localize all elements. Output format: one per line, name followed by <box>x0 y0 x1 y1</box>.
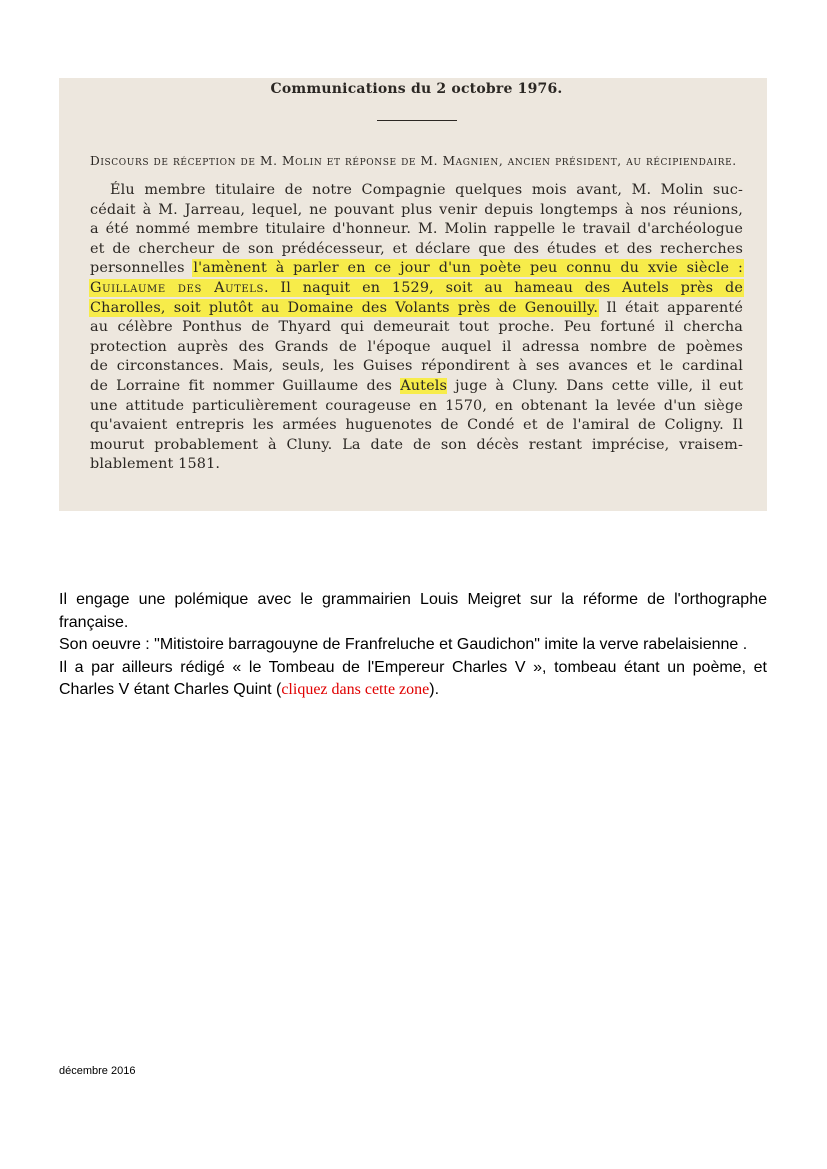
zone-link[interactable]: cliquez dans cette zone <box>281 681 430 699</box>
paragraph-polemic: Il engage une polémique avec le grammairien Louis Meigret sur la réforme de l'orthographe française. <box>59 591 767 631</box>
scan-text: Il était apparenté <box>598 299 743 316</box>
paragraph-tombeau <box>59 657 767 702</box>
scan-text: personnelles <box>90 260 194 277</box>
scan-line: qu'avaient entrepris les armées huguenotes de Condé et de l'amiral de Coligny. Il <box>90 417 743 434</box>
scan-line <box>90 259 743 279</box>
paragraph-oeuvre: Son oeuvre : "Mitistoire barragouyne de Franfreluche et Gaudichon" imite la verve rabelaisienne . <box>59 636 748 654</box>
scan-line: cédait à M. Jarreau, lequel, ne pouvant plus venir depuis longtemps à nos réunions, <box>90 201 743 218</box>
paragraph-text: ). <box>429 681 440 699</box>
highlighted-text: . Il naquit en 1529, soit au hameau des Autels près de <box>263 279 743 296</box>
scan-line: au célèbre Ponthus de Thyard qui demeurait tout proche. Peu fortuné il chercha <box>90 319 743 336</box>
scan-line: protection auprès des Grands de l'époque auquel il adressa nombre de poèmes <box>90 338 743 355</box>
highlighted-name: Guillaume des Autels <box>90 279 264 296</box>
scan-line: mourut probablement à Cluny. La date de son décès restant imprécise, vraisem- <box>90 436 743 453</box>
highlighted-text: Charolles, soit plutôt au Domaine des Volants près de Genouilly. <box>90 299 599 316</box>
scan-line <box>90 279 743 299</box>
scan-line: et de chercheur de son prédécesseur, et déclare que des études et des recherches <box>90 240 743 257</box>
scan-body <box>90 181 743 475</box>
body-text <box>59 589 767 702</box>
scan-line <box>90 299 743 319</box>
scan-line: de circonstances. Mais, seuls, les Guises répondirent à ses avances et le cardinal <box>90 358 743 375</box>
scanned-excerpt <box>59 78 767 511</box>
scan-line: blablement 1581. <box>90 456 221 473</box>
footer-date: décembre 2016 <box>59 1065 136 1077</box>
scan-heading: Discours de réception de M. Molin et réponse de M. Magnien, ancien président, au récipiendaire. <box>90 154 737 168</box>
highlighted-text: l'amènent à parler en ce jour d'un poète peu connu du xvie siècle : <box>193 260 743 277</box>
paragraph-text: Il a par ailleurs rédigé « le Tombeau de l'Empereur Charles V », tombeau étant un poème, et Charles V étant Charles Quint ( <box>59 658 767 699</box>
scan-text: juge à Cluny. Dans cette ville, il eut <box>447 377 744 394</box>
highlighted-word: Autels <box>400 377 448 394</box>
scan-text: de Lorraine fit nommer Guillaume des <box>90 377 401 394</box>
scan-line: Élu membre titulaire de notre Compagnie quelques mois avant, M. Molin suc- <box>110 182 743 198</box>
scan-line: a été nommé membre titulaire d'honneur. M. Molin rappelle le travail d'archéologue <box>90 221 743 238</box>
scan-title: Communications du 2 octobre 1976. <box>270 81 563 97</box>
scan-line: une attitude particulièrement courageuse en 1570, en obtenant la levée d'un siège <box>90 397 743 414</box>
scan-line <box>90 377 743 397</box>
title-divider <box>377 120 457 121</box>
